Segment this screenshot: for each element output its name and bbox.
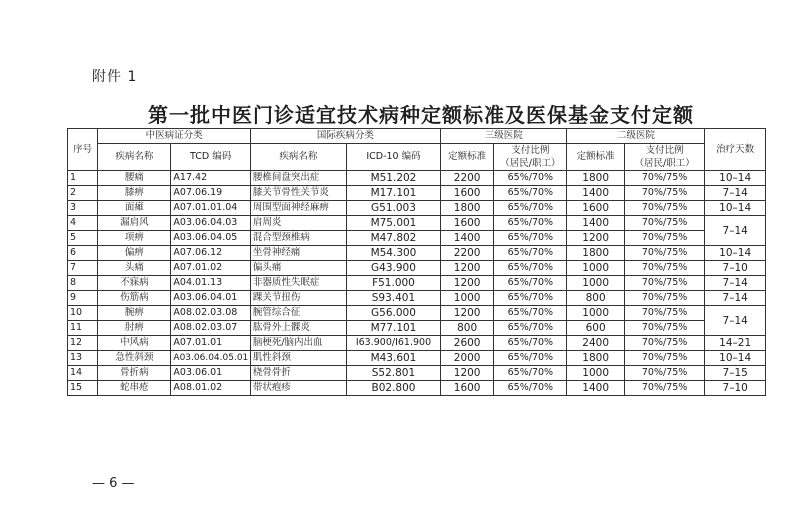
header-ratio-l3 <box>494 144 567 171</box>
cell-quota-l3: 1200 <box>441 276 494 291</box>
cell-quota-l3: 1200 <box>441 366 494 381</box>
header-level2: 二级医院 <box>567 129 705 144</box>
cell-ratio-l3: 65%/70% <box>494 276 567 291</box>
cell-tcd-code: A03.06.04.05 <box>171 231 250 246</box>
cell-no: 4 <box>68 216 98 231</box>
cell-no: 3 <box>68 201 98 216</box>
cell-icd-code: M43.601 <box>346 351 440 366</box>
table-row <box>68 246 766 261</box>
cell-quota-l2: 1000 <box>567 276 624 291</box>
cell-icd-name: 带状疱疹 <box>250 381 346 396</box>
cell-icd-code: M17.101 <box>346 186 440 201</box>
cell-quota-l3: 2200 <box>441 171 494 186</box>
page-number: — 6 — <box>92 476 135 491</box>
cell-ratio-l3: 65%/70% <box>494 216 567 231</box>
cell-tcm-name: 头痛 <box>98 261 171 276</box>
cell-icd-name: 周围型面神经麻痹 <box>250 201 346 216</box>
header-tcd-code: TCD 编码 <box>171 144 250 171</box>
table-row <box>68 216 766 231</box>
cell-quota-l3: 1600 <box>441 186 494 201</box>
cell-quota-l2: 1400 <box>567 381 624 396</box>
cell-icd-name: 腰椎间盘突出症 <box>250 171 346 186</box>
cell-no: 8 <box>68 276 98 291</box>
header-icd-name: 疾病名称 <box>250 144 346 171</box>
table-row <box>68 351 766 366</box>
cell-quota-l3: 1400 <box>441 231 494 246</box>
cell-tcd-code: A08.02.03.07 <box>171 321 250 336</box>
cell-ratio-l2: 70%/75% <box>624 291 704 306</box>
cell-tcd-code: A03.06.04.01 <box>171 291 250 306</box>
cell-tcm-name: 骨折病 <box>98 366 171 381</box>
cell-tcd-code: A08.02.03.08 <box>171 306 250 321</box>
cell-icd-code: G43.900 <box>346 261 440 276</box>
cell-days: 10–14 <box>705 246 766 261</box>
table-row <box>68 336 766 351</box>
cell-no: 10 <box>68 306 98 321</box>
cell-icd-code: S52.801 <box>346 366 440 381</box>
table-row <box>68 186 766 201</box>
cell-quota-l2: 1000 <box>567 261 624 276</box>
cell-no: 9 <box>68 291 98 306</box>
cell-icd-code: M47.802 <box>346 231 440 246</box>
header-quota-l2: 定额标准 <box>567 144 624 171</box>
cell-icd-code: M75.001 <box>346 216 440 231</box>
cell-quota-l3: 2000 <box>441 351 494 366</box>
cell-ratio-l2: 70%/75% <box>624 336 704 351</box>
table-row <box>68 171 766 186</box>
cell-days: 7–14 <box>705 291 766 306</box>
cell-ratio-l3: 65%/70% <box>494 201 567 216</box>
cell-tcm-name: 不寐病 <box>98 276 171 291</box>
cell-no: 12 <box>68 336 98 351</box>
cell-tcm-name: 漏肩风 <box>98 216 171 231</box>
cell-no: 11 <box>68 321 98 336</box>
cell-quota-l3: 2600 <box>441 336 494 351</box>
cell-ratio-l2: 70%/75% <box>624 381 704 396</box>
cell-icd-name: 混合型颈椎病 <box>250 231 346 246</box>
cell-days: 7–15 <box>705 366 766 381</box>
cell-tcd-code: A07.01.01 <box>171 336 250 351</box>
cell-ratio-l3: 65%/70% <box>494 186 567 201</box>
cell-quota-l2: 1800 <box>567 246 624 261</box>
cell-days: 10–14 <box>705 171 766 186</box>
cell-quota-l3: 1800 <box>441 201 494 216</box>
table-row <box>68 291 766 306</box>
table-row <box>68 231 766 246</box>
cell-quota-l2: 1800 <box>567 351 624 366</box>
cell-ratio-l3: 65%/70% <box>494 291 567 306</box>
cell-icd-code: M51.202 <box>346 171 440 186</box>
cell-quota-l3: 800 <box>441 321 494 336</box>
cell-quota-l2: 1400 <box>567 186 624 201</box>
cell-no: 1 <box>68 171 98 186</box>
cell-ratio-l2: 70%/75% <box>624 186 704 201</box>
cell-ratio-l2: 70%/75% <box>624 321 704 336</box>
cell-ratio-l3: 65%/70% <box>494 171 567 186</box>
cell-no: 14 <box>68 366 98 381</box>
header-icd-code: ICD-10 编码 <box>346 144 440 171</box>
cell-days: 7–10 <box>705 261 766 276</box>
cell-icd-name: 肌性斜颈 <box>250 351 346 366</box>
cell-ratio-l3: 65%/70% <box>494 306 567 321</box>
cell-days: 10–14 <box>705 201 766 216</box>
cell-tcd-code: A03.06.04.03 <box>171 216 250 231</box>
header-seq: 序号 <box>68 129 98 171</box>
cell-tcd-code: A08.01.02 <box>171 381 250 396</box>
cell-ratio-l3: 65%/70% <box>494 336 567 351</box>
cell-tcd-code: A03.06.04.05.01 <box>171 351 250 366</box>
cell-icd-name: 踝关节扭伤 <box>250 291 346 306</box>
cell-tcd-code: A03.06.01 <box>171 366 250 381</box>
cell-ratio-l3: 65%/70% <box>494 351 567 366</box>
cell-tcd-code: A07.01.01.04 <box>171 201 250 216</box>
table-row <box>68 321 766 336</box>
cell-icd-name: 膝关节骨性关节炎 <box>250 186 346 201</box>
header-icd-group: 国际疾病分类 <box>250 129 440 144</box>
cell-ratio-l3: 65%/70% <box>494 231 567 246</box>
cell-icd-code: F51.000 <box>346 276 440 291</box>
cell-days: 7–14 <box>705 276 766 291</box>
cell-days: 7–10 <box>705 381 766 396</box>
cell-ratio-l2: 70%/75% <box>624 171 704 186</box>
cell-ratio-l2: 70%/75% <box>624 201 704 216</box>
cell-ratio-l2: 70%/75% <box>624 216 704 231</box>
cell-icd-name: 偏头痛 <box>250 261 346 276</box>
cell-ratio-l3: 65%/70% <box>494 321 567 336</box>
table-row <box>68 201 766 216</box>
header-tcm-group: 中医病证分类 <box>98 129 251 144</box>
cell-icd-name: 肱骨外上髁炎 <box>250 321 346 336</box>
page-title: 第一批中医门诊适宜技术病种定额标准及医保基金支付定额 <box>148 103 694 127</box>
cell-quota-l2: 1600 <box>567 201 624 216</box>
table-row <box>68 261 766 276</box>
header-ratio-l2-line2: （居民/职工） <box>634 158 695 169</box>
attachment-label: 附件 1 <box>92 69 138 85</box>
cell-icd-name: 肩周炎 <box>250 216 346 231</box>
cell-quota-l3: 1200 <box>441 261 494 276</box>
cell-days: 7–14 <box>705 186 766 201</box>
cell-no: 2 <box>68 186 98 201</box>
header-tcm-name: 疾病名称 <box>98 144 171 171</box>
cell-quota-l2: 1800 <box>567 171 624 186</box>
cell-quota-l3: 1000 <box>441 291 494 306</box>
table-row <box>68 306 766 321</box>
cell-no: 7 <box>68 261 98 276</box>
header-level3: 三级医院 <box>441 129 567 144</box>
cell-icd-code: I63.900/I61.900 <box>346 336 440 351</box>
cell-tcm-name: 腰痛 <box>98 171 171 186</box>
cell-icd-name: 腕管综合征 <box>250 306 346 321</box>
cell-ratio-l2: 70%/75% <box>624 261 704 276</box>
header-ratio-l3-line1: 支付比例 <box>511 145 550 156</box>
cell-tcd-code: A04.01.13 <box>171 276 250 291</box>
header-ratio-l2-line1: 支付比例 <box>645 145 684 156</box>
cell-tcm-name: 项痹 <box>98 231 171 246</box>
cell-tcm-name: 蛇串疮 <box>98 381 171 396</box>
cell-quota-l2: 800 <box>567 291 624 306</box>
table-row <box>68 381 766 396</box>
header-ratio-l2 <box>624 144 704 171</box>
cell-quota-l2: 1200 <box>567 231 624 246</box>
cell-icd-name: 脑梗死/脑内出血 <box>250 336 346 351</box>
cell-icd-code: G51.003 <box>346 201 440 216</box>
cell-quota-l3: 1600 <box>441 216 494 231</box>
header-row-1 <box>68 129 766 144</box>
cell-tcm-name: 肘痹 <box>98 321 171 336</box>
cell-days: 7–14 <box>705 216 766 246</box>
cell-icd-name: 坐骨神经痛 <box>250 246 346 261</box>
cell-quota-l2: 1000 <box>567 306 624 321</box>
cell-icd-code: G56.000 <box>346 306 440 321</box>
cell-icd-code: M54.300 <box>346 246 440 261</box>
cell-tcm-name: 膝痹 <box>98 186 171 201</box>
cell-quota-l2: 1000 <box>567 366 624 381</box>
cell-no: 15 <box>68 381 98 396</box>
cell-ratio-l2: 70%/75% <box>624 366 704 381</box>
cell-no: 6 <box>68 246 98 261</box>
header-treatment-days: 治疗天数 <box>705 129 766 171</box>
cell-ratio-l3: 65%/70% <box>494 261 567 276</box>
cell-ratio-l3: 65%/70% <box>494 381 567 396</box>
cell-quota-l2: 1400 <box>567 216 624 231</box>
cell-ratio-l2: 70%/75% <box>624 276 704 291</box>
quota-table <box>67 128 766 396</box>
cell-tcd-code: A17.42 <box>171 171 250 186</box>
cell-tcd-code: A07.06.19 <box>171 186 250 201</box>
table-row <box>68 366 766 381</box>
cell-ratio-l2: 70%/75% <box>624 231 704 246</box>
table-row <box>68 276 766 291</box>
cell-tcd-code: A07.06.12 <box>171 246 250 261</box>
cell-icd-code: S93.401 <box>346 291 440 306</box>
cell-tcm-name: 腕痹 <box>98 306 171 321</box>
cell-tcm-name: 急性斜颈 <box>98 351 171 366</box>
cell-quota-l3: 1200 <box>441 306 494 321</box>
cell-tcm-name: 伤筋病 <box>98 291 171 306</box>
cell-quota-l2: 2400 <box>567 336 624 351</box>
cell-tcm-name: 中风病 <box>98 336 171 351</box>
header-ratio-l3-line2: （居民/职工） <box>500 158 561 169</box>
cell-tcd-code: A07.01.02 <box>171 261 250 276</box>
cell-ratio-l3: 65%/70% <box>494 246 567 261</box>
cell-days: 14–21 <box>705 336 766 351</box>
cell-quota-l3: 2200 <box>441 246 494 261</box>
cell-icd-code: B02.800 <box>346 381 440 396</box>
cell-tcm-name: 面瘫 <box>98 201 171 216</box>
cell-ratio-l2: 70%/75% <box>624 351 704 366</box>
cell-ratio-l3: 65%/70% <box>494 366 567 381</box>
cell-days: 7–14 <box>705 306 766 336</box>
cell-tcm-name: 偏痹 <box>98 246 171 261</box>
cell-quota-l3: 1600 <box>441 381 494 396</box>
cell-days: 10–14 <box>705 351 766 366</box>
cell-no: 5 <box>68 231 98 246</box>
cell-quota-l2: 600 <box>567 321 624 336</box>
cell-ratio-l2: 70%/75% <box>624 306 704 321</box>
cell-icd-name: 桡骨骨折 <box>250 366 346 381</box>
cell-ratio-l2: 70%/75% <box>624 246 704 261</box>
cell-no: 13 <box>68 351 98 366</box>
cell-icd-name: 非器质性失眠症 <box>250 276 346 291</box>
header-quota-l3: 定额标准 <box>441 144 494 171</box>
cell-icd-code: M77.101 <box>346 321 440 336</box>
